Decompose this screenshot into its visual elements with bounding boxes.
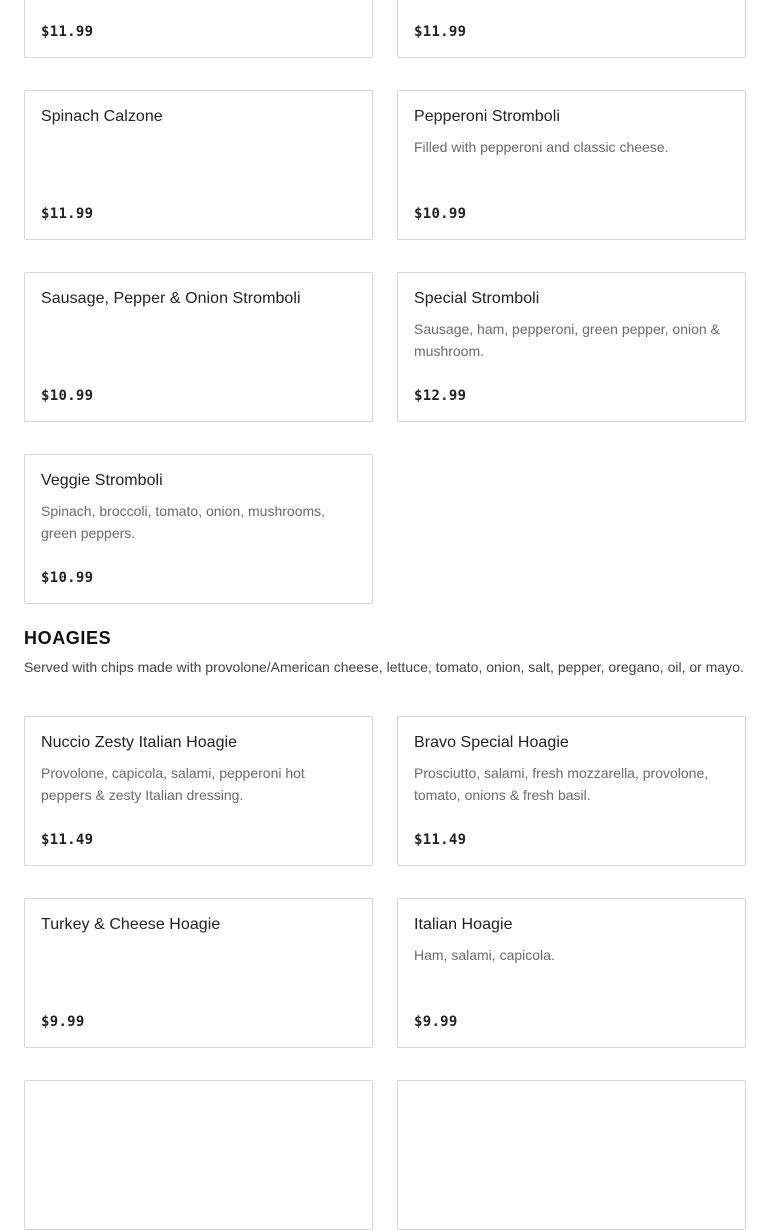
menu-item-name: Special Stromboli: [414, 290, 540, 307]
menu-item-price: $11.49: [414, 832, 467, 848]
menu-item-card[interactable]: [397, 272, 746, 422]
menu-item-card[interactable]: [24, 1080, 373, 1230]
menu-item-price: $11.49: [41, 832, 94, 848]
menu-item-description: Provolone, capicola, salami, pepperoni hot peppers & zesty Italian dressing.: [41, 765, 305, 803]
menu-item-card[interactable]: [24, 90, 373, 240]
menu-item-price: $9.99: [414, 1014, 458, 1030]
menu-item-card[interactable]: [24, 898, 373, 1048]
menu-item-card[interactable]: [397, 898, 746, 1048]
menu-item-price: $11.99: [41, 24, 94, 40]
menu-item-description: Prosciutto, salami, fresh mozzarella, provolone, tomato, onions & fresh basil.: [414, 765, 709, 803]
menu-item-description: Sausage, ham, pepperoni, green pepper, onion & mushroom.: [414, 321, 720, 359]
menu-item-card[interactable]: [397, 0, 746, 58]
menu-item-name: Spinach Calzone: [41, 108, 163, 125]
menu-item-price: $9.99: [41, 1014, 85, 1030]
menu-item-name: Veggie Stromboli: [41, 472, 163, 489]
menu-item-description: Spinach, broccoli, tomato, onion, mushrooms, green peppers.: [41, 503, 326, 541]
menu-item-price: $10.99: [41, 388, 94, 404]
menu-item-name: Pepperoni Stromboli: [414, 108, 560, 125]
menu-item-name: Nuccio Zesty Italian Hoagie: [41, 734, 238, 751]
menu-item-card[interactable]: [24, 454, 373, 604]
menu-item-description: Filled with pepperoni and classic cheese.: [414, 139, 669, 155]
menu-item-price: $10.99: [41, 570, 94, 586]
menu-item-price: $10.99: [414, 206, 467, 222]
menu-item-price: $12.99: [414, 388, 467, 404]
menu-item-name: Turkey & Cheese Hoagie: [41, 916, 221, 933]
menu-item-description: Ham, salami, capicola.: [414, 947, 555, 963]
menu-item-price: $11.99: [414, 24, 467, 40]
menu-item-name: Sausage, Pepper & Onion Stromboli: [41, 290, 301, 307]
menu-item-name: Bravo Special Hoagie: [414, 734, 569, 751]
menu-item-price: $11.99: [41, 206, 94, 222]
menu-item-name: Italian Hoagie: [414, 916, 513, 933]
menu-item-card[interactable]: [397, 1080, 746, 1230]
menu-item-card[interactable]: [24, 272, 373, 422]
menu-item-card[interactable]: [24, 716, 373, 866]
section-title: HOAGIES: [24, 628, 112, 648]
section-description: Served with chips made with provolone/American cheese, lettuce, tomato, onion, salt, pepper, oregano, oil, or mayo.: [24, 659, 744, 675]
menu-item-card[interactable]: [397, 90, 746, 240]
menu-item-card[interactable]: [397, 716, 746, 866]
menu-item-card[interactable]: [24, 0, 373, 58]
